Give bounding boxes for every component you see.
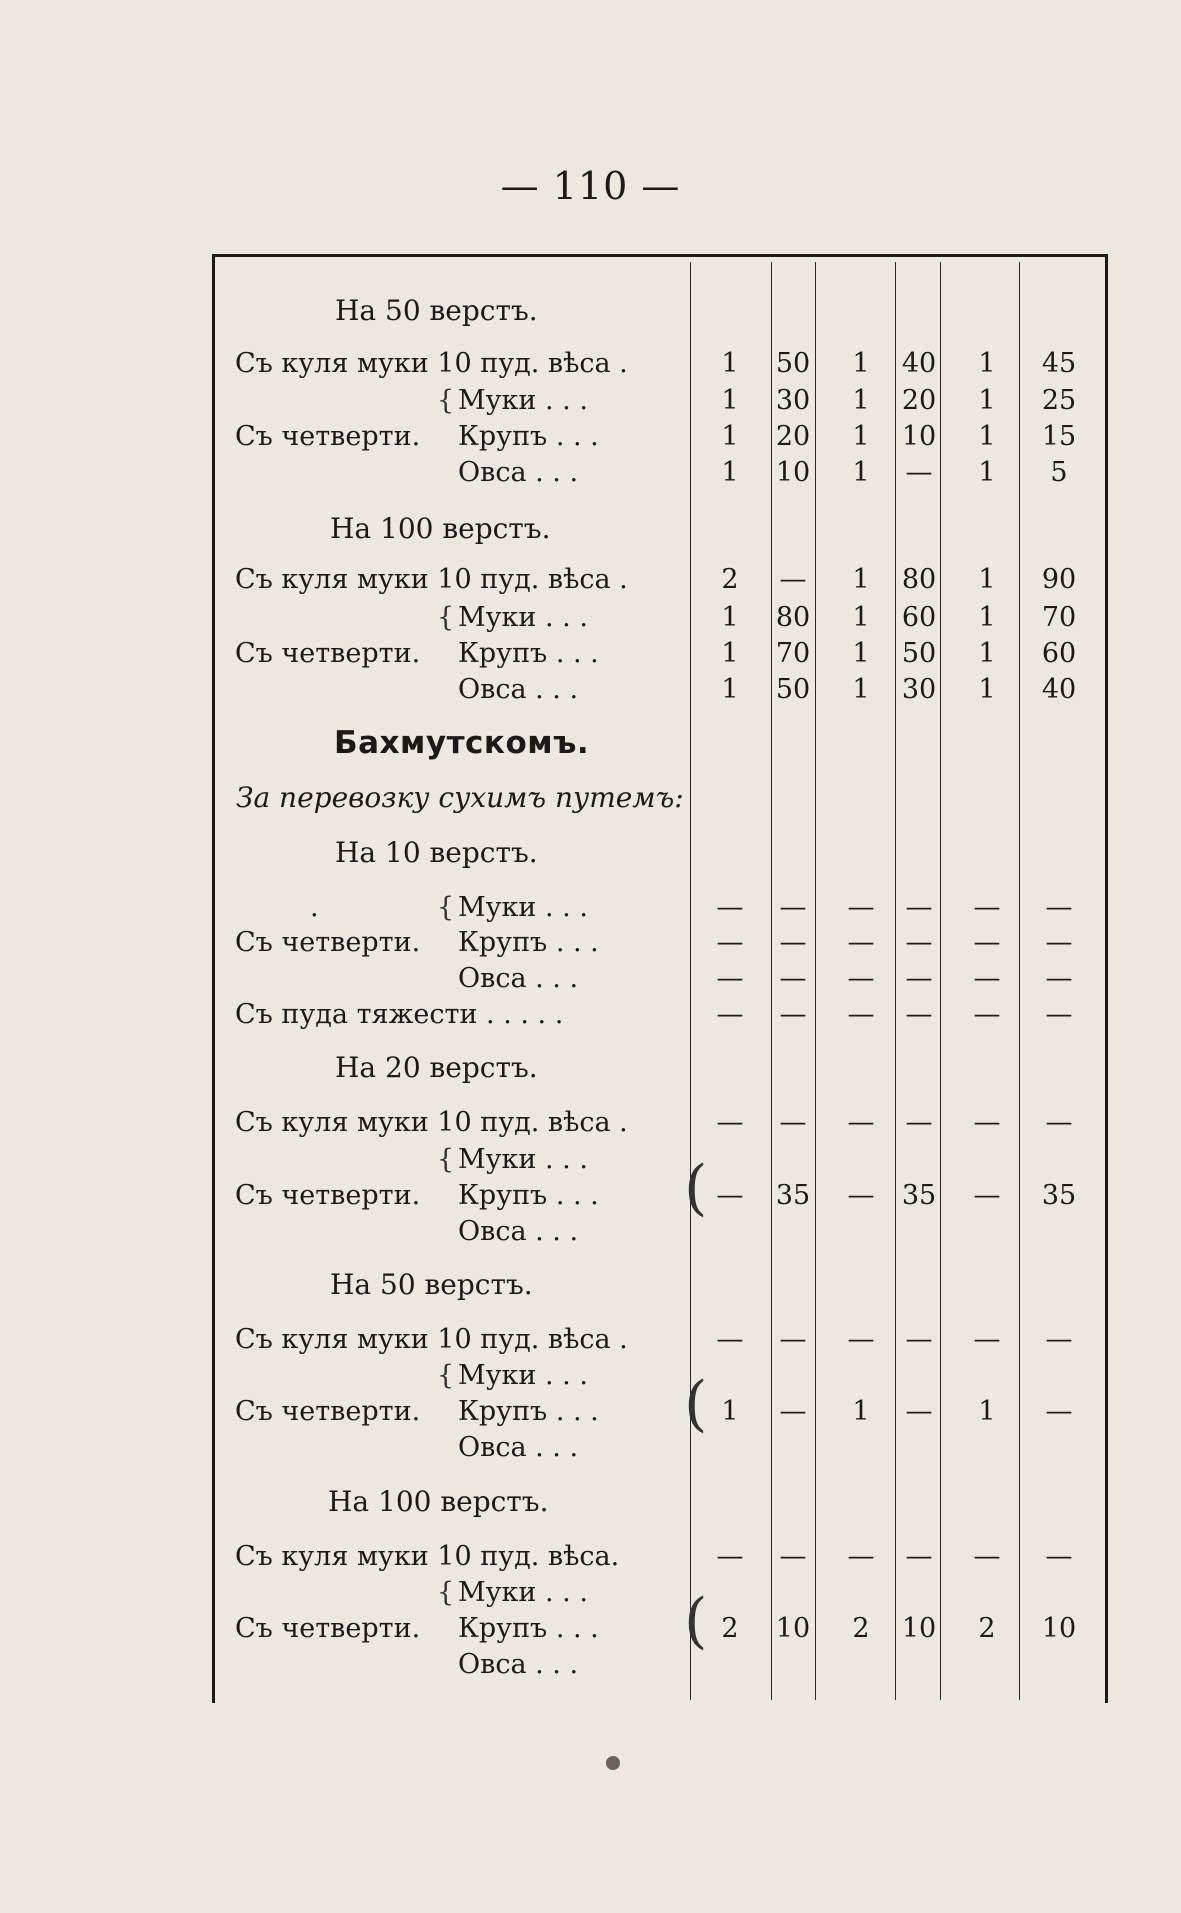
row-label: Съ куля муки 10 пуд. вѣса . [235,1324,628,1355]
cell: 1 [852,638,870,669]
cell: — [847,927,875,958]
cell: — [1045,1396,1073,1427]
cell: 60 [1041,638,1077,669]
cell: 1 [721,421,739,452]
table-row [0,1105,1181,1141]
row-label: Съ четверти. [235,638,421,669]
table-row [0,1142,1181,1178]
table-row [0,383,1181,419]
table-row [0,636,1181,672]
cell: 80 [775,602,811,633]
block-heading: На 50 верстъ. [335,294,538,327]
cell: — [847,892,875,923]
cell: 1 [852,1396,870,1427]
cell: — [905,1324,933,1355]
cell: — [1045,963,1073,994]
row-sublabel: Крупъ . . . [458,1613,599,1644]
cell: 2 [721,1613,739,1644]
cell: — [905,1541,933,1572]
row-sublabel: Муки . . . [458,1360,588,1391]
row-label: Съ четверти. [235,1613,421,1644]
table-row [0,997,1181,1033]
cell: 1 [852,457,870,488]
row-label: Съ четверти. [235,1180,421,1211]
cell: 1 [721,348,739,379]
row-sublabel: Муки . . . [458,1144,588,1175]
row-label: Съ пуда тяжести . . . . . [235,999,564,1030]
block-heading: На 100 верстъ. [330,512,551,545]
cell: — [905,963,933,994]
cell: 25 [1041,385,1077,416]
row-label: Съ куля муки 10 пуд. вѣса . [235,564,628,595]
row-sublabel: Крупъ . . . [458,1180,599,1211]
row-label: Съ куля муки 10 пуд. вѣса. [235,1541,620,1572]
cell: 1 [721,385,739,416]
cell: — [973,892,1001,923]
cell: — [1045,892,1073,923]
cell: — [779,963,807,994]
cell: — [847,1107,875,1138]
cell: 80 [901,564,937,595]
cell: 1 [721,1396,739,1427]
brace: { [437,892,455,923]
cell: 1 [978,674,996,705]
cell: — [716,963,744,994]
table-row [0,961,1181,997]
cell: — [973,927,1001,958]
table-row [0,925,1181,961]
cell: 1 [978,457,996,488]
cell: 60 [901,602,937,633]
row-sublabel: Овса . . . [458,1432,579,1463]
cell: 1 [852,602,870,633]
cell: — [716,927,744,958]
cell: 1 [852,564,870,595]
cell: — [1045,999,1073,1030]
group-brace: ( [684,1586,708,1656]
cell: 1 [978,1396,996,1427]
cell: 20 [775,421,811,452]
cell: 50 [775,674,811,705]
cell: 50 [901,638,937,669]
cell: 1 [978,348,996,379]
cell: 35 [901,1180,937,1211]
cell: — [973,999,1001,1030]
cell: 2 [978,1613,996,1644]
table-row [0,672,1181,708]
cell: — [716,1107,744,1138]
cell: 10 [775,1613,811,1644]
table-row [0,455,1181,491]
cell: — [905,999,933,1030]
block-heading: На 20 верстъ. [335,1051,538,1084]
cell: 50 [775,348,811,379]
row-sublabel: Крупъ . . . [458,1396,599,1427]
row-sublabel: Овса . . . [458,457,579,488]
row-sublabel: Муки . . . [458,602,588,633]
group-brace: ( [684,1369,708,1439]
cell: — [779,927,807,958]
cell: 35 [775,1180,811,1211]
table-row [0,1575,1181,1611]
brace: { [437,1144,455,1175]
block-heading: На 100 верстъ. [328,1485,549,1518]
row-sublabel: Крупъ . . . [458,927,599,958]
table-row [0,600,1181,636]
row-label: Съ четверти. [235,1396,421,1427]
cell: 30 [775,385,811,416]
cell: — [973,963,1001,994]
row-label: Съ куля муки 10 пуд. вѣса . [235,348,628,379]
cell: 10 [775,457,811,488]
table-row [0,1322,1181,1358]
cell: 1 [978,385,996,416]
cell: 2 [852,1613,870,1644]
cell: — [716,892,744,923]
cell: 1 [978,638,996,669]
cell: 5 [1050,457,1068,488]
block-heading: На 50 верстъ. [330,1268,533,1301]
table-row [0,1178,1181,1214]
row-sublabel: Овса . . . [458,963,579,994]
cell: 1 [852,674,870,705]
brace: { [437,602,455,633]
cell: 1 [721,638,739,669]
row-sublabel: Крупъ . . . [458,638,599,669]
table-row [0,1539,1181,1575]
cell: — [1045,927,1073,958]
cell: 10 [901,1613,937,1644]
ink-blot [606,1756,620,1770]
page-number: — 110 — [500,164,681,208]
cell: 1 [721,602,739,633]
cell: 1 [978,421,996,452]
cell: — [905,1396,933,1427]
cell: — [1045,1107,1073,1138]
cell: — [847,999,875,1030]
cell: 40 [1041,674,1077,705]
cell: — [973,1324,1001,1355]
table-row [0,1214,1181,1250]
table-row [0,562,1181,598]
cell: — [905,1107,933,1138]
cell: — [716,1180,744,1211]
group-brace: ( [684,1153,708,1223]
cell: — [847,963,875,994]
cell: — [779,892,807,923]
row-sublabel: Овса . . . [458,674,579,705]
cell: 1 [852,421,870,452]
cell: 1 [852,385,870,416]
table-row [0,1647,1181,1683]
cell: — [973,1541,1001,1572]
cell: 1 [721,674,739,705]
table-row [0,346,1181,382]
cell: 45 [1041,348,1077,379]
row-sublabel: Овса . . . [458,1216,579,1247]
cell: 30 [901,674,937,705]
row-label: Съ четверти. [235,927,421,958]
cell: 1 [721,457,739,488]
cell: 10 [1041,1613,1077,1644]
cell: — [905,892,933,923]
row-sublabel: Муки . . . [458,385,588,416]
cell: 15 [1041,421,1077,452]
cell: — [1045,1324,1073,1355]
brace: { [437,385,455,416]
table-row [0,419,1181,455]
cell: — [973,1180,1001,1211]
cell: 1 [978,602,996,633]
table-row [0,1358,1181,1394]
cell: 35 [1041,1180,1077,1211]
row-sublabel: Овса . . . [458,1649,579,1680]
table-row [0,890,1181,926]
cell: — [973,1107,1001,1138]
section-title: Бахмутскомъ. [334,725,590,761]
cell: 40 [901,348,937,379]
block-heading: На 10 верстъ. [335,836,538,869]
cell: — [905,927,933,958]
cell: 20 [901,385,937,416]
section-subtitle: За перевозку сухимъ путемъ: [236,781,684,814]
row-sublabel: Крупъ . . . [458,421,599,452]
brace: { [437,1360,455,1391]
cell: 2 [721,564,739,595]
table-row [0,1430,1181,1466]
cell: — [716,1541,744,1572]
row-sublabel: Муки . . . [458,892,588,923]
row-label: Съ куля муки 10 пуд. вѣса . [235,1107,628,1138]
cell: 70 [775,638,811,669]
cell: — [847,1541,875,1572]
cell: — [779,999,807,1030]
cell: — [779,1541,807,1572]
brace: { [437,1577,455,1608]
table-row [0,1394,1181,1430]
cell: — [847,1324,875,1355]
decorative-dot: . [310,892,319,923]
cell: 70 [1041,602,1077,633]
cell: — [716,999,744,1030]
row-label: Съ четверти. [235,421,421,452]
table-row [0,1611,1181,1647]
cell: — [847,1180,875,1211]
cell: — [779,1396,807,1427]
cell: — [779,564,807,595]
cell: 90 [1041,564,1077,595]
cell: — [905,457,933,488]
cell: 10 [901,421,937,452]
cell: — [716,1324,744,1355]
cell: — [1045,1541,1073,1572]
cell: 1 [978,564,996,595]
cell: — [779,1324,807,1355]
cell: — [779,1107,807,1138]
cell: 1 [852,348,870,379]
row-sublabel: Муки . . . [458,1577,588,1608]
